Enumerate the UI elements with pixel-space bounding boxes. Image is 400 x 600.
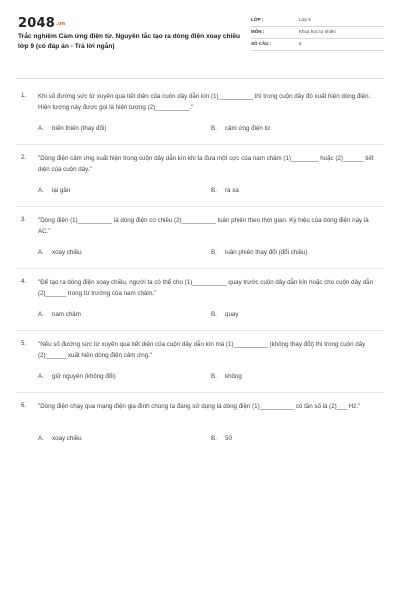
logo-suffix: .vn [55, 20, 66, 27]
answer-option-a[interactable] [38, 187, 70, 194]
option-letter: B. [211, 311, 217, 318]
question-text: Khi số đường sức từ xuyên qua tiết diện của cuộn dây dẫn kín (1)__________ thì trong cuộn dây đó xuất hiện dòng điện. Hiện tượng này được gọi là hiện tượng (2)__________." [38, 93, 371, 111]
info-label: MÔN : [251, 29, 265, 34]
answer-option-a[interactable] [38, 435, 82, 442]
info-value: 6 [299, 41, 302, 46]
option-text: xoay chiều [52, 435, 82, 442]
question-item [16, 278, 384, 340]
option-text: biến thiên (thay đổi) [52, 125, 107, 132]
info-value: Lớp 9 [299, 17, 311, 22]
logo-text: 2048 [18, 16, 55, 31]
worksheet-title: Trắc nghiệm Cảm ứng điện từ. Nguyên tắc tạo ra dòng điện xoay chiều lớp 9 (có đáp án - Trả lời ngắn) [18, 33, 241, 50]
question-text: "Để tạo ra dòng điện xoay chiều, người ta có thể cho (1)__________ quay trước cuộn dây dẫn kín hoặc cho cuộn dây dẫn (2)______ trong từ trường của nam châm." [38, 279, 374, 297]
option-text: luân phiên thay đổi (đổi chiều) [225, 249, 308, 256]
question-text: "Nếu số đường sức từ xuyên qua tiết diện của cuộn dây dẫn kín mà (1)__________ (không thay đổi) thì trong cuộn dây (2)______ xuất hiện dòng điện cảm ứng." [38, 341, 366, 359]
question-item [16, 402, 384, 464]
option-text: xoay chiều [52, 249, 82, 256]
worksheet-header [16, 12, 384, 64]
answer-option-a[interactable] [38, 249, 82, 256]
option-text: cảm ứng điện từ [225, 125, 271, 132]
answer-option-a[interactable] [38, 125, 106, 132]
answer-option-a[interactable] [38, 373, 116, 380]
option-text: nam châm [52, 311, 81, 318]
answer-option-b[interactable] [211, 187, 239, 194]
option-letter: A. [38, 249, 44, 256]
question-number: 1. [21, 92, 27, 99]
site-logo[interactable] [18, 16, 65, 31]
question-item [16, 340, 384, 402]
info-value: Khoa học tự nhiên [299, 29, 336, 34]
header-divider [16, 78, 384, 79]
option-text: lại gần [52, 187, 71, 194]
question-text: "Dòng điện chạy qua mạng điện gia đình chúng ta đang sử dụng là dòng điện (1)__________ có tần số là (2)___ Hz." [38, 403, 361, 410]
question-divider [16, 392, 384, 393]
question-number: 4. [21, 278, 27, 285]
option-letter: B. [211, 125, 217, 132]
info-row-subject [251, 27, 384, 39]
option-letter: A. [38, 373, 44, 380]
option-letter: A. [38, 435, 44, 442]
question-item [16, 154, 384, 216]
option-text: không [225, 373, 242, 380]
info-row-count [251, 39, 384, 51]
question-number: 2. [21, 154, 27, 161]
answer-option-b[interactable] [211, 435, 232, 442]
option-text: quay [225, 311, 239, 318]
answer-option-b[interactable] [211, 311, 238, 318]
question-divider [16, 268, 384, 269]
question-divider [16, 206, 384, 207]
info-row-class [251, 15, 384, 27]
answer-option-b[interactable] [211, 249, 308, 256]
question-text: "Dòng điện (1)__________ là dòng điện có chiều (2)__________ luân phiên theo thời gian. Ký hiệu của dòng điện này là AC." [38, 217, 369, 235]
option-letter: A. [38, 125, 44, 132]
option-letter: A. [38, 311, 44, 318]
question-list [16, 92, 384, 464]
answer-option-a[interactable] [38, 311, 81, 318]
option-letter: B. [211, 187, 217, 194]
question-item [16, 92, 384, 154]
worksheet [16, 12, 384, 590]
option-letter: B. [211, 373, 217, 380]
option-letter: B. [211, 249, 217, 256]
question-number: 5. [21, 340, 27, 347]
option-text: ra xa [225, 187, 239, 194]
info-label: LỚP : [251, 17, 264, 22]
option-letter: B. [211, 435, 217, 442]
question-divider [16, 330, 384, 331]
answer-option-b[interactable] [211, 125, 270, 132]
info-label: SỐ CÂU : [251, 41, 272, 46]
question-number: 3. [21, 216, 27, 223]
option-letter: A. [38, 187, 44, 194]
info-table [251, 15, 384, 51]
option-text: 50 [225, 435, 232, 442]
question-number: 6. [21, 402, 27, 409]
question-item [16, 216, 384, 278]
answer-option-b[interactable] [211, 373, 242, 380]
question-text: "Dòng điện cảm ứng xuất hiện trong cuộn dây dẫn kín khi ta đưa một cực của nam châm (1)________ hoặc (2)______ tiết diện của cuộn dây." [38, 155, 374, 173]
question-divider [16, 144, 384, 145]
option-text: giữ nguyên (không đổi) [52, 373, 116, 380]
